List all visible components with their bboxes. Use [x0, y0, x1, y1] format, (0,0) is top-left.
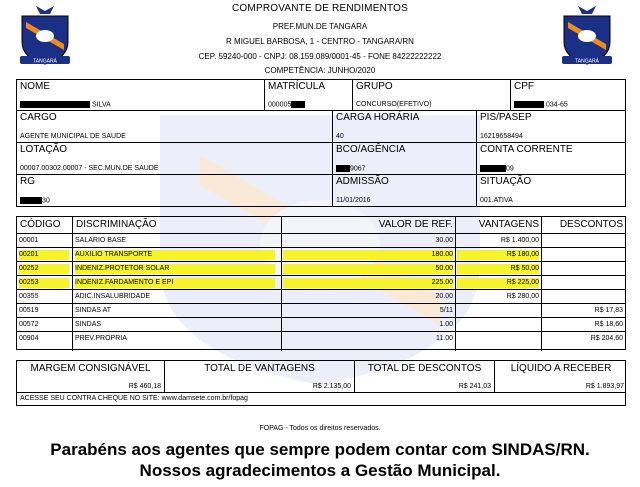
- org-name: PREF.MUN.DE TANGARA: [272, 22, 368, 31]
- cpf-label: CPF: [514, 81, 534, 92]
- site-note-box: [16, 393, 626, 406]
- nome-label: NOME: [20, 81, 50, 92]
- row-desconto: R$ 18,60: [594, 321, 623, 328]
- message-line-1: Parabéns aos agentes que sempre podem contar com SINDAS/RN.: [50, 440, 590, 459]
- cpf-value: .034-65: [514, 101, 568, 108]
- table-row: [17, 304, 625, 318]
- row-code: 00253: [19, 278, 69, 288]
- row-code: 00201: [19, 250, 69, 260]
- total-descontos-value: R$ 241,03: [458, 383, 491, 390]
- row-vantagem: R$ 180,00: [457, 250, 539, 260]
- row-desc: SALARIO BASE: [75, 237, 126, 244]
- cargo-value: AGENTE MUNICIPAL DE SAUDE: [20, 133, 126, 140]
- row-code: 00355: [19, 293, 39, 300]
- situacao-value: 001.ATIVA: [480, 197, 513, 204]
- svg-text:TANGARÁ: TANGARÁ: [33, 58, 57, 65]
- row-vantagem: R$ 1.400,00: [500, 237, 539, 244]
- matricula-label: MATRÍCULA: [268, 81, 326, 92]
- table-row: [17, 276, 625, 290]
- header: [0, 0, 640, 78]
- bco-value: 9067: [336, 165, 366, 172]
- row-ref: 11.00: [436, 335, 453, 342]
- matricula-value: 000005: [268, 101, 305, 108]
- lotacao-value: 00007.00302.00007 - SEC.MUN.DE SAUDE: [20, 165, 159, 172]
- table-row: [17, 234, 625, 248]
- admissao-value: 11/01/2016: [336, 197, 371, 204]
- row-desc: INDENIZ.FARDAMENTO E EPI: [75, 278, 275, 288]
- rg-label: RG: [20, 176, 35, 187]
- row-vantagem: R$ 225,00: [457, 278, 539, 288]
- table-row: [17, 248, 625, 262]
- row-code: 00904: [19, 335, 39, 342]
- row-ref: 50.00: [283, 264, 453, 274]
- pis-label: PIS/PASEP: [480, 112, 532, 123]
- row-desconto: R$ 204,60: [590, 335, 623, 342]
- message-line-2: Nossos agradecimentos a Gestão Municipal.: [139, 461, 501, 480]
- row-ref: 20.00: [435, 293, 453, 300]
- row-vantagem: R$ 50,00: [457, 264, 539, 274]
- info-row-4: [16, 175, 626, 207]
- liquido-label: LÍQUIDO A RECEBER: [510, 363, 612, 374]
- totals-box: [16, 360, 626, 393]
- row-desc: ADIC.INSALUBRIDADE: [75, 293, 151, 300]
- table-row: [17, 262, 625, 276]
- carga-horaria-value: 40: [336, 133, 344, 140]
- carga-horaria-label: CARGA HORÁRIA: [336, 112, 420, 123]
- row-desc: INDENIZ.PROTETOR SOLAR: [75, 264, 275, 274]
- row-ref: 225.00: [283, 278, 453, 288]
- info-row-1: [16, 79, 626, 111]
- lotacao-label: LOTAÇÃO: [20, 144, 68, 155]
- svg-text:TANGARÁ: TANGARÁ: [575, 58, 599, 65]
- admissao-label: ADMISSÃO: [336, 176, 389, 187]
- row-desconto: R$ 17,83: [594, 307, 623, 314]
- col-discriminacao: DISCRIMINAÇÃO: [76, 219, 157, 230]
- cargo-label: CARGO: [20, 112, 57, 123]
- margem-label: MARGEM CONSIGNÁVEL: [30, 363, 151, 374]
- site-note: ACESSE SEU CONTRA CHEQUE NO SITE: www.damsete.com.br/fopag: [20, 395, 248, 402]
- table-row: [17, 290, 625, 304]
- conta-label: CONTA CORRENTE: [480, 144, 573, 155]
- total-vantagens-label: TOTAL DE VANTAGENS: [204, 363, 315, 374]
- conta-value: 09: [480, 165, 514, 172]
- info-row-2: [16, 111, 626, 143]
- col-valor-ref: VALOR DE REF.: [378, 219, 453, 230]
- margem-value: R$ 460,18: [128, 383, 161, 390]
- row-ref: 1.00: [439, 321, 453, 328]
- total-vantagens-value: R$ 2.135,00: [312, 383, 351, 390]
- fopag-footer: FOPAG - Todos os direitos reservados.: [259, 425, 381, 432]
- grupo-label: GRUPO: [356, 81, 393, 92]
- row-vantagem: R$ 280,00: [506, 293, 539, 300]
- competencia: COMPETÊNCIA: JUNHO/2020: [264, 66, 376, 75]
- row-code: 00572: [19, 321, 39, 328]
- pis-value: 16219658494: [480, 133, 523, 140]
- row-code: 00519: [19, 307, 39, 314]
- table-row: [17, 332, 625, 346]
- col-vantagens: VANTAGENS: [478, 219, 539, 230]
- earnings-table: [16, 216, 626, 350]
- table-row: [17, 318, 625, 332]
- row-ref: 5/11: [439, 307, 453, 314]
- org-address: R MIGUEL BARBOSA, 1 - CENTRO - TANGARA/RN: [226, 37, 414, 46]
- row-desc: PREV.PROPRIA: [75, 335, 127, 342]
- row-desc: AUXILIO TRANSPORTE: [75, 250, 275, 260]
- liquido-value: R$ 1.893,97: [585, 383, 624, 390]
- total-descontos-label: TOTAL DE DESCONTOS: [367, 363, 482, 374]
- org-contact: CEP. 59240-000 - CNPJ: 08.159.089/0001-45 - FONE 84222222222: [198, 52, 442, 61]
- row-code: 00252: [19, 264, 69, 274]
- row-ref: 180.00: [283, 250, 453, 260]
- row-desc: SINDAS AT: [75, 307, 112, 314]
- info-row-3: [16, 143, 626, 175]
- col-codigo: CÓDIGO: [20, 219, 61, 230]
- col-descontos: DESCONTOS: [559, 219, 623, 230]
- row-code: 00001: [19, 237, 39, 244]
- rg-value: 30: [20, 197, 50, 204]
- row-ref: 30.00: [435, 237, 453, 244]
- bco-label: BCO/AGÊNCIA: [336, 144, 406, 155]
- doc-title: COMPROVANTE DE RENDIMENTOS: [232, 3, 408, 14]
- situacao-label: SITUAÇÃO: [480, 176, 532, 187]
- nome-value: SILVA: [20, 101, 111, 108]
- grupo-value: CONCURSO(EFETIVO): [356, 101, 432, 108]
- row-desc: SINDAS: [75, 321, 102, 328]
